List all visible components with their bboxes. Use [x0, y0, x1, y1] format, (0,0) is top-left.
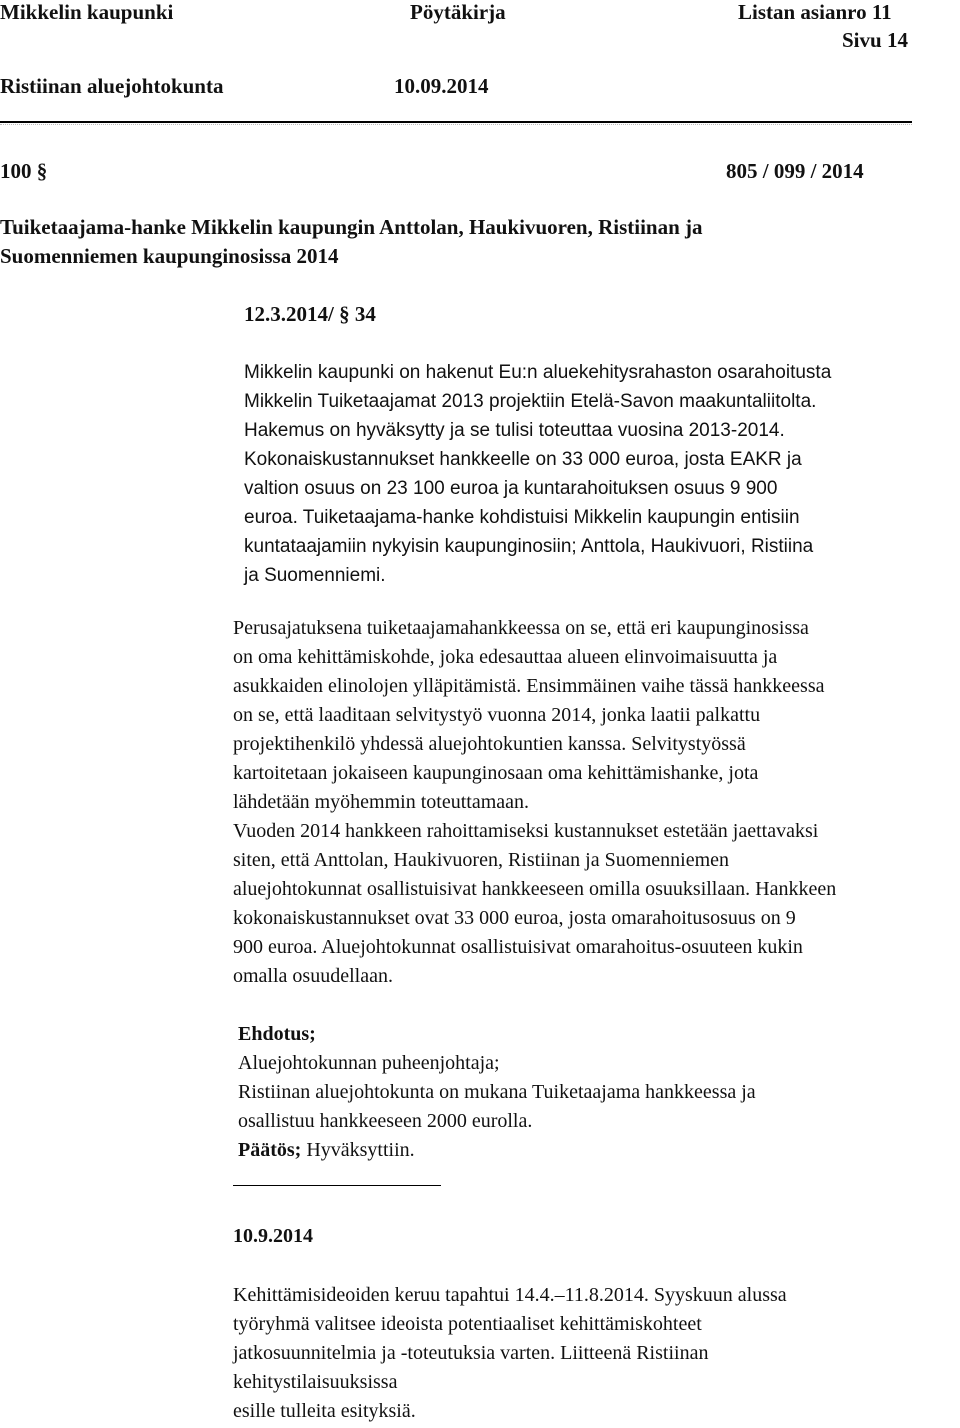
text-line: jatkosuunnitelmia ja -toteutuksia varten. Liitteenä Ristiinan: [233, 1342, 709, 1364]
followup-date: 10.9.2014: [233, 1225, 313, 1247]
text-line: osallistuu hankkeeseen 2000 eurolla.: [238, 1110, 533, 1132]
text-line: kokonaiskustannukset ovat 33 000 euroa, josta omarahoitusosuus on 9: [233, 907, 796, 929]
text-line: työryhmä valitsee ideoista potentiaaliset kehittämiskohteet: [233, 1313, 702, 1335]
previous-decision-ref: 12.3.2014/ § 34: [244, 302, 376, 326]
text-line: Vuoden 2014 hankkeen rahoittamiseksi kustannukset estetään jaettavaksi: [233, 820, 819, 842]
text-line: Kehittämisideoiden keruu tapahtui 14.4.–11.8.2014. Syyskuun alussa: [233, 1284, 787, 1306]
document-type: Pöytäkirja: [410, 0, 506, 24]
text-line: lähdetään myöhemmin toteuttamaan.: [233, 791, 530, 813]
proposal-section: [238, 1020, 756, 1165]
text-line: siten, että Anttolan, Haukivuoren, Ristiinan ja Suomenniemen: [233, 849, 730, 871]
decision-label: Päätös;: [238, 1139, 302, 1161]
item-title: [0, 213, 703, 271]
text-line: kuntataajamiin nykyisin kaupunginosiin; Anttola, Haukivuori, Ristiina: [244, 536, 814, 557]
item-record-number: 805 / 099 / 2014: [726, 159, 864, 183]
text-line: esille tulleita esityksiä.: [233, 1400, 416, 1422]
separator-line: [233, 1185, 441, 1186]
text-line: Perusajatuksena tuiketaajamahankkeessa on se, että eri kaupunginosissa: [233, 617, 809, 639]
page-number: Sivu 14: [842, 28, 908, 52]
text-line: Hakemus on hyväksytty ja se tulisi toteuttaa vuosina 2013-2014.: [244, 420, 785, 441]
item-title-line: Tuiketaajama-hanke Mikkelin kaupungin Anttolan, Haukivuoren, Ristiinan ja: [0, 215, 703, 239]
text-line: Kokonaiskustannukset hankkeelle on 33 000 euroa, josta EAKR ja: [244, 449, 802, 470]
previous-decision-text: [244, 358, 831, 590]
text-line: kartoitetaan jokaiseen kaupunginosaan oma kehittämishanke, jota: [233, 762, 759, 784]
followup-text: [233, 1281, 787, 1426]
header-divider-dotted: [0, 124, 912, 125]
decision-text: Hyväksyttiin.: [301, 1139, 415, 1161]
text-line: 900 euroa. Aluejohtokunnat osallistuisivat omarahoitus-osuuteen kukin: [233, 936, 803, 958]
proposal-heading: Ehdotus;: [238, 1023, 316, 1045]
agenda-number: Listan asianro 11: [738, 0, 892, 24]
text-line: asukkaiden elinolojen ylläpitämistä. Ensimmäinen vaihe tässä hankkeessa: [233, 675, 825, 697]
text-line: on oma kehittämiskohde, joka edesauttaa alueen elinvoimaisuutta ja: [233, 646, 778, 668]
meeting-date: 10.09.2014: [394, 74, 489, 98]
proposer: Aluejohtokunnan puheenjohtaja;: [238, 1052, 500, 1074]
decision-line: [238, 1136, 756, 1165]
text-line: Mikkelin kaupunki on hakenut Eu:n aluekehitysrahaston osarahoitusta: [244, 362, 832, 383]
header-divider: [0, 121, 912, 123]
background-text: [233, 614, 836, 991]
text-line: Ristiinan aluejohtokunta on mukana Tuiketaajama hankkeessa ja: [238, 1081, 756, 1103]
item-title-line: Suomenniemen kaupunginosissa 2014: [0, 244, 339, 268]
text-line: euroa. Tuiketaajama-hanke kohdistuisi Mikkelin kaupungin entisiin: [244, 507, 800, 528]
committee-name: Ristiinan aluejohtokunta: [0, 74, 224, 98]
item-number: 100 §: [0, 159, 48, 183]
text-line: omalla osuudellaan.: [233, 965, 393, 987]
text-line: projektihenkilö yhdessä aluejohtokuntien kanssa. Selvitystyössä: [233, 733, 746, 755]
text-line: aluejohtokunnat osallistuisivat hankkeeseen omilla osuuksillaan. Hankkeen: [233, 878, 837, 900]
city-name: Mikkelin kaupunki: [0, 0, 174, 24]
text-line: kehitystilaisuuksissa: [233, 1371, 398, 1393]
text-line: Mikkelin Tuiketaajamat 2013 projektiin Etelä-Savon maakuntaliitolta.: [244, 391, 817, 412]
text-line: valtion osuus on 23 100 euroa ja kuntarahoituksen osuus 9 900: [244, 478, 778, 499]
text-line: ja Suomenniemi.: [244, 565, 386, 586]
text-line: on se, että laaditaan selvitystyö vuonna 2014, jonka laatii palkattu: [233, 704, 761, 726]
